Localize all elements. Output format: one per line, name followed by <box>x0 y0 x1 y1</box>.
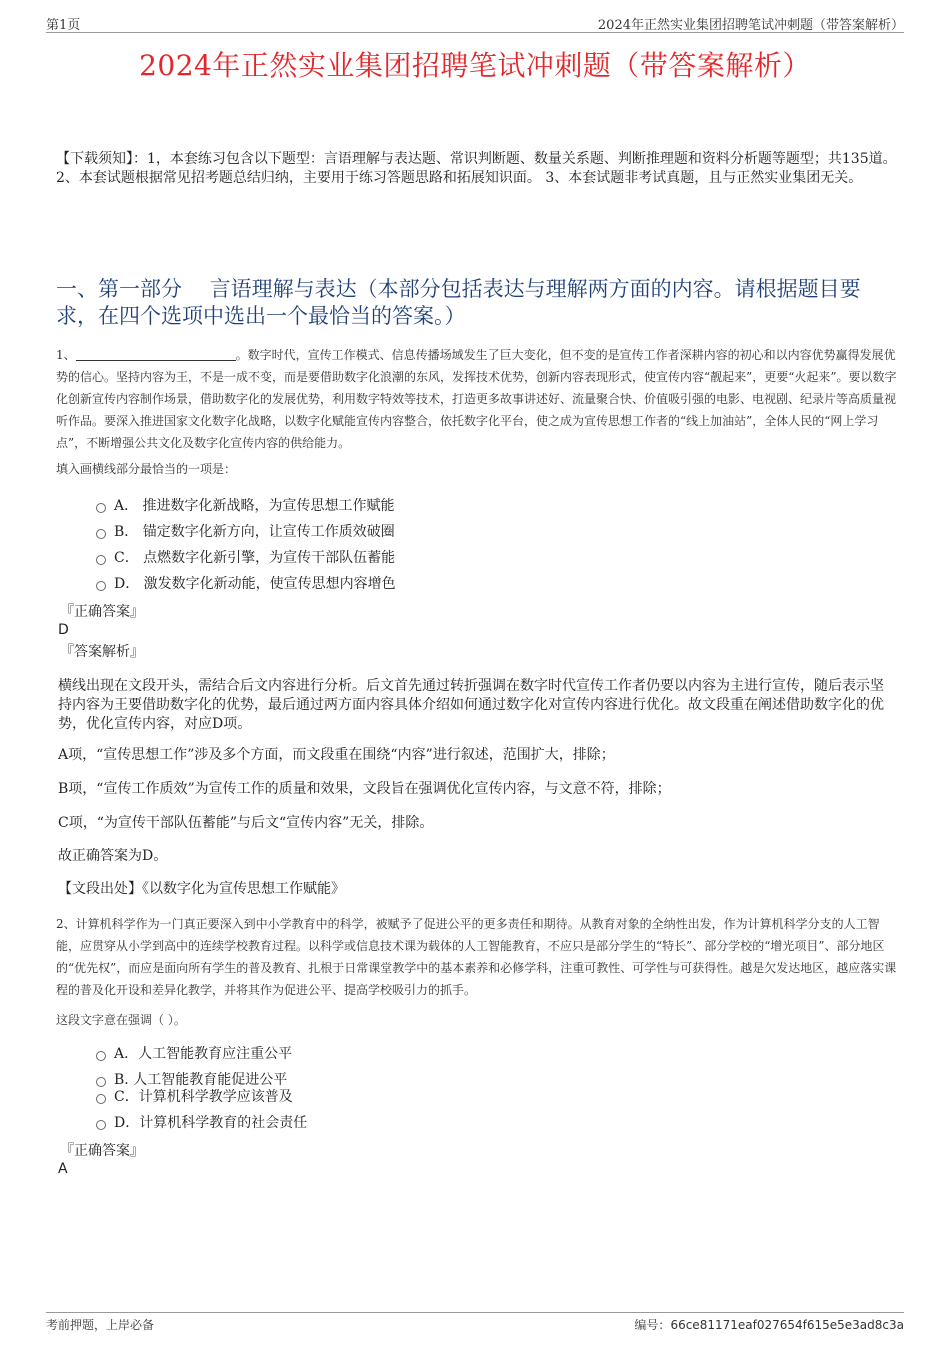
q1-analysis-conclusion: 故正确答案为D。 <box>58 848 168 864</box>
q2-passage: 2、计算机科学作为一门真正要深入到中小学教育中的科学，被赋予了促进公平的更多责任和期待。从教育对象的全纳性出发，作为计算机科学分支的人工智能，应贯穿从小学到高中的连续学校教育过程。以科学或信息技术课为载体的人工智能教育，不应只是部分学生的“特长”、部分学校的“增光项目”、部分地区的“优先权”，而应是面向所有学生的普及教育、扎根于日常课堂教学中的基本素养和必修学科，注重可教性、可学性与可获得性。越是欠发达地区，越应落实课程的普及化开设和差异化教学，并将其作为促进公平、提高学校吸引力的抓手。 <box>56 917 897 997</box>
page-header <box>46 12 904 33</box>
q1-analysis-a: A项，“宣传思想工作”涉及多个方面，而文段重在围绕“内容”进行叙述，范围扩大，排除； <box>58 747 615 763</box>
radio-icon[interactable] <box>96 1051 106 1061</box>
radio-icon[interactable] <box>96 529 106 539</box>
q1-number: 1、 <box>56 348 76 362</box>
radio-icon[interactable] <box>96 555 106 565</box>
radio-icon[interactable] <box>96 1120 106 1130</box>
q1-answer-label: 『正确答案』 <box>60 604 144 620</box>
radio-icon[interactable] <box>96 503 106 513</box>
header-doc-title: 2024年正然实业集团招聘笔试冲刺题（带答案解析） <box>597 18 904 33</box>
radio-icon[interactable] <box>96 1094 106 1104</box>
q1-analysis-main: 横线出现在文段开头，需结合后文内容进行分析。后文首先通过转折强调在数字时代宣传工作者仍要以内容为主进行宣传，随后表示坚持内容为王要借助数字化的优势，最后通过两方面内容具体介绍如何通过数字化对宣传内容进行优化。故文段重在阐述借助数字化的优势，优化宣传内容，对应D项。 <box>58 678 884 732</box>
q1-prompt: 填入画横线部分最恰当的一项是： <box>56 462 237 476</box>
q1-option-b[interactable]: B． 锚定数字化新方向，让宣传工作质效破圈 <box>96 523 395 541</box>
q1-text: 。数字时代，宣传工作模式、信息传播场域发生了巨大变化，但不变的是宣传工作者深耕内容的初心和以内容优势赢得发展优势的信心。坚持内容为王，不是一成不变，而是要借助数字化浪潮的东风，发挥技术优势，创新内容表现形式，使宣传内容“靓起来”，更要“火起来”。要以数字化创新宣传内容制作场景，借助数字化的发展优势，利用数字特效等技术，打造更多故事讲述好、流量聚合快、价值吸引强的电影、电视剧、纪录片等高质量视听作品。要深入推进国家文化数字化战略，以数字化赋能宣传内容整合，依托数字化平台，使之成为宣传思想工作者的“线上加油站”，全体人民的“网上学习点”，不断增强公共文化及数字化宣传内容的供给能力。 <box>56 348 897 450</box>
q1-analysis-c: C项，“为宣传干部队伍蓄能”与后文“宣传内容”无关，排除。 <box>58 815 434 831</box>
q1-source: 【文段出处】《以数字化为宣传思想工作赋能》 <box>58 881 345 897</box>
q2-option-c[interactable]: C．计算机科学教学应该普及 <box>96 1088 293 1106</box>
q2-answer: A <box>58 1161 68 1177</box>
q1-passage <box>56 344 898 454</box>
q2-option-a[interactable]: A．人工智能教育应注重公平 <box>96 1045 292 1063</box>
q1-blank <box>76 346 236 361</box>
download-notice: 【下载须知】：1，本套练习包含以下题型：言语理解与表达题、常识判断题、数量关系题、判断推理题和资料分析题等题型；共135道。 2、本套试题根据常见招考题总结归纳，主要用于练习答题思路和拓展知识面。 3、本套试题非考试真题，且与正然实业集团无关。 <box>56 151 897 186</box>
page-footer <box>46 1312 904 1333</box>
q1-analysis-label: 『答案解析』 <box>60 644 144 660</box>
section-title: 一、第一部分 言语理解与表达（本部分包括表达与理解两方面的内容。请根据题目要求，在四个选项中选出一个最恰当的答案。） <box>56 277 861 328</box>
page-number: 第1页 <box>46 18 81 33</box>
q1-analysis-b: B项，“宣传工作质效”为宣传工作的质量和效果，文段旨在强调优化宣传内容，与文意不符，排除； <box>58 781 671 797</box>
q2-option-d[interactable]: D．计算机科学教育的社会责任 <box>96 1114 307 1132</box>
q2-answer-label: 『正确答案』 <box>60 1143 144 1159</box>
footer-code: 编号：66ce81171eaf027654f615e5e3ad8c3a <box>634 1318 904 1332</box>
q2-option-b[interactable]: B. 人工智能教育能促进公平 <box>96 1071 287 1089</box>
q1-answer: D <box>58 622 69 638</box>
q1-option-a[interactable]: A． 推进数字化新战略，为宣传思想工作赋能 <box>96 497 395 515</box>
q1-option-c[interactable]: C． 点燃数字化新引擎，为宣传干部队伍蓄能 <box>96 549 395 567</box>
q1-option-d[interactable]: D． 激发数字化新动能，使宣传思想内容增色 <box>96 575 396 593</box>
radio-icon[interactable] <box>96 1077 106 1087</box>
footer-slogan: 考前押题，上岸必备 <box>46 1318 155 1332</box>
page-title: 2024年正然实业集团招聘笔试冲刺题（带答案解析） <box>139 49 811 82</box>
q2-prompt: 这段文字意在强调（ ）。 <box>56 1013 186 1027</box>
radio-icon[interactable] <box>96 581 106 591</box>
